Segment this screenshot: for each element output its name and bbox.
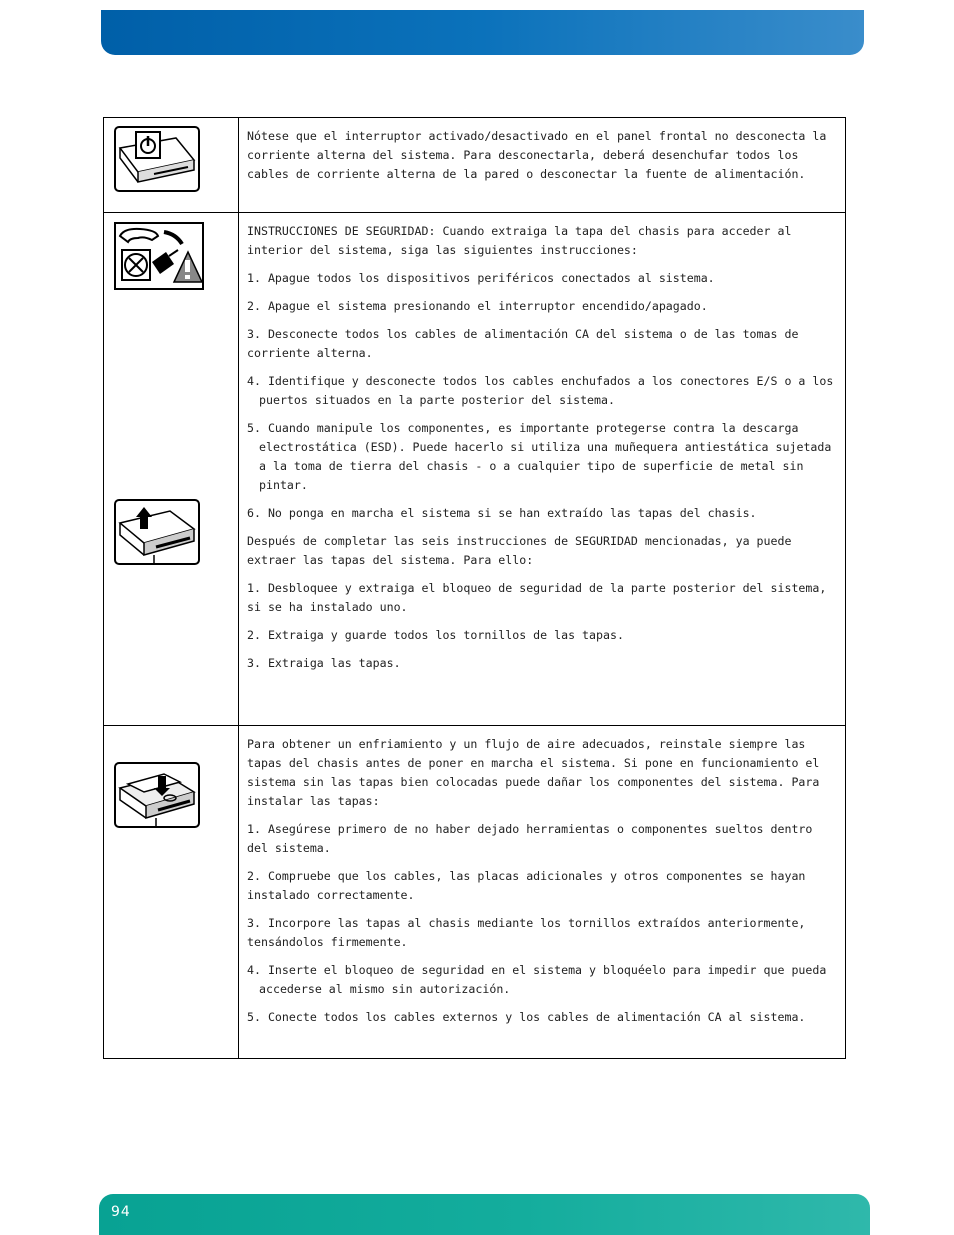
list-item: 4. Identifique y desconecte todos los cables enchufados a los conectores E/S o a los puertos situados en la parte posterior del sistema. <box>247 374 834 407</box>
table-row <box>104 118 846 213</box>
list-item: 3. Incorpore las tapas al chasis mediante los tornillos extraídos anteriormente, tensándolos firmemente. <box>247 916 806 949</box>
page-number: 94 <box>111 1204 131 1220</box>
disconnect-warning-icon <box>114 222 204 290</box>
list-item: 1. Asegúrese primero de no haber dejado herramientas o componentes sueltos dentro del sistema. <box>247 822 813 855</box>
power-switch-chassis-icon <box>114 126 200 192</box>
table-row <box>104 726 846 1059</box>
list-item: 5. Cuando manipule los componentes, es importante protegerse contra la descarga electrostática (ESD). Puede hacerlo si utiliza una muñequera antiestática sujetada a la toma de tierra del chasis - o a cualquier tipo de superficie de metal sin pintar. <box>247 421 832 492</box>
list-item: 2. Apague el sistema presionando el interruptor encendido/apagado. <box>247 299 708 313</box>
paragraph: INSTRUCCIONES DE SEGURIDAD: Cuando extraiga la tapa del chasis para acceder al interior del sistema, siga las siguientes instrucciones: <box>247 224 792 257</box>
list-item: 2. Extraiga y guarde todos los tornillos de las tapas. <box>247 628 624 642</box>
text-cell <box>239 118 846 213</box>
paragraph: Después de completar las seis instrucciones de SEGURIDAD mencionadas, ya puede extraer las tapas del sistema. Para ello: <box>247 534 792 567</box>
footer-bar <box>99 1194 870 1235</box>
list-item: 3. Extraiga las tapas. <box>247 656 401 670</box>
list-item: 6. No ponga en marcha el sistema si se han extraído las tapas del chasis. <box>247 506 757 520</box>
icon-cell <box>104 726 239 1059</box>
table-row <box>104 213 846 726</box>
paragraph: Nótese que el interruptor activado/desactivado en el panel frontal no desconecta la corriente alterna del sistema. Para desconectarla, deberá desenchufar todos los cables de corriente alterna de la pared o desconectar la fuente de alimentación. <box>247 129 827 181</box>
header-bar <box>101 10 864 55</box>
safety-instructions-table <box>103 117 846 1059</box>
list-item: 5. Conecte todos los cables externos y los cables de alimentación CA al sistema. <box>247 1010 806 1024</box>
remove-cover-chassis-icon <box>114 499 200 565</box>
install-cover-chassis-icon <box>114 762 200 828</box>
list-item: 3. Desconecte todos los cables de alimentación CA del sistema o de las tomas de corriente alterna. <box>247 327 799 360</box>
icon-cell <box>104 118 239 213</box>
text-cell <box>239 213 846 726</box>
list-item: 1. Apague todos los dispositivos periféricos conectados al sistema. <box>247 271 715 285</box>
list-item: 4. Inserte el bloqueo de seguridad en el sistema y bloquéelo para impedir que pueda accederse al mismo sin autorización. <box>247 963 827 996</box>
list-item: 1. Desbloquee y extraiga el bloqueo de seguridad de la parte posterior del sistema, si se ha instalado uno. <box>247 581 827 614</box>
paragraph: Para obtener un enfriamiento y un flujo de aire adecuados, reinstale siempre las tapas del chasis antes de poner en marcha el sistema. Si pone en funcionamiento el sistema sin las tapas bien colocadas puede dañar los componentes del sistema. Para instalar las tapas: <box>247 737 820 808</box>
icon-cell <box>104 213 239 726</box>
list-item: 2. Compruebe que los cables, las placas adicionales y otros componentes se hayan instalado correctamente. <box>247 869 806 902</box>
text-cell <box>239 726 846 1059</box>
